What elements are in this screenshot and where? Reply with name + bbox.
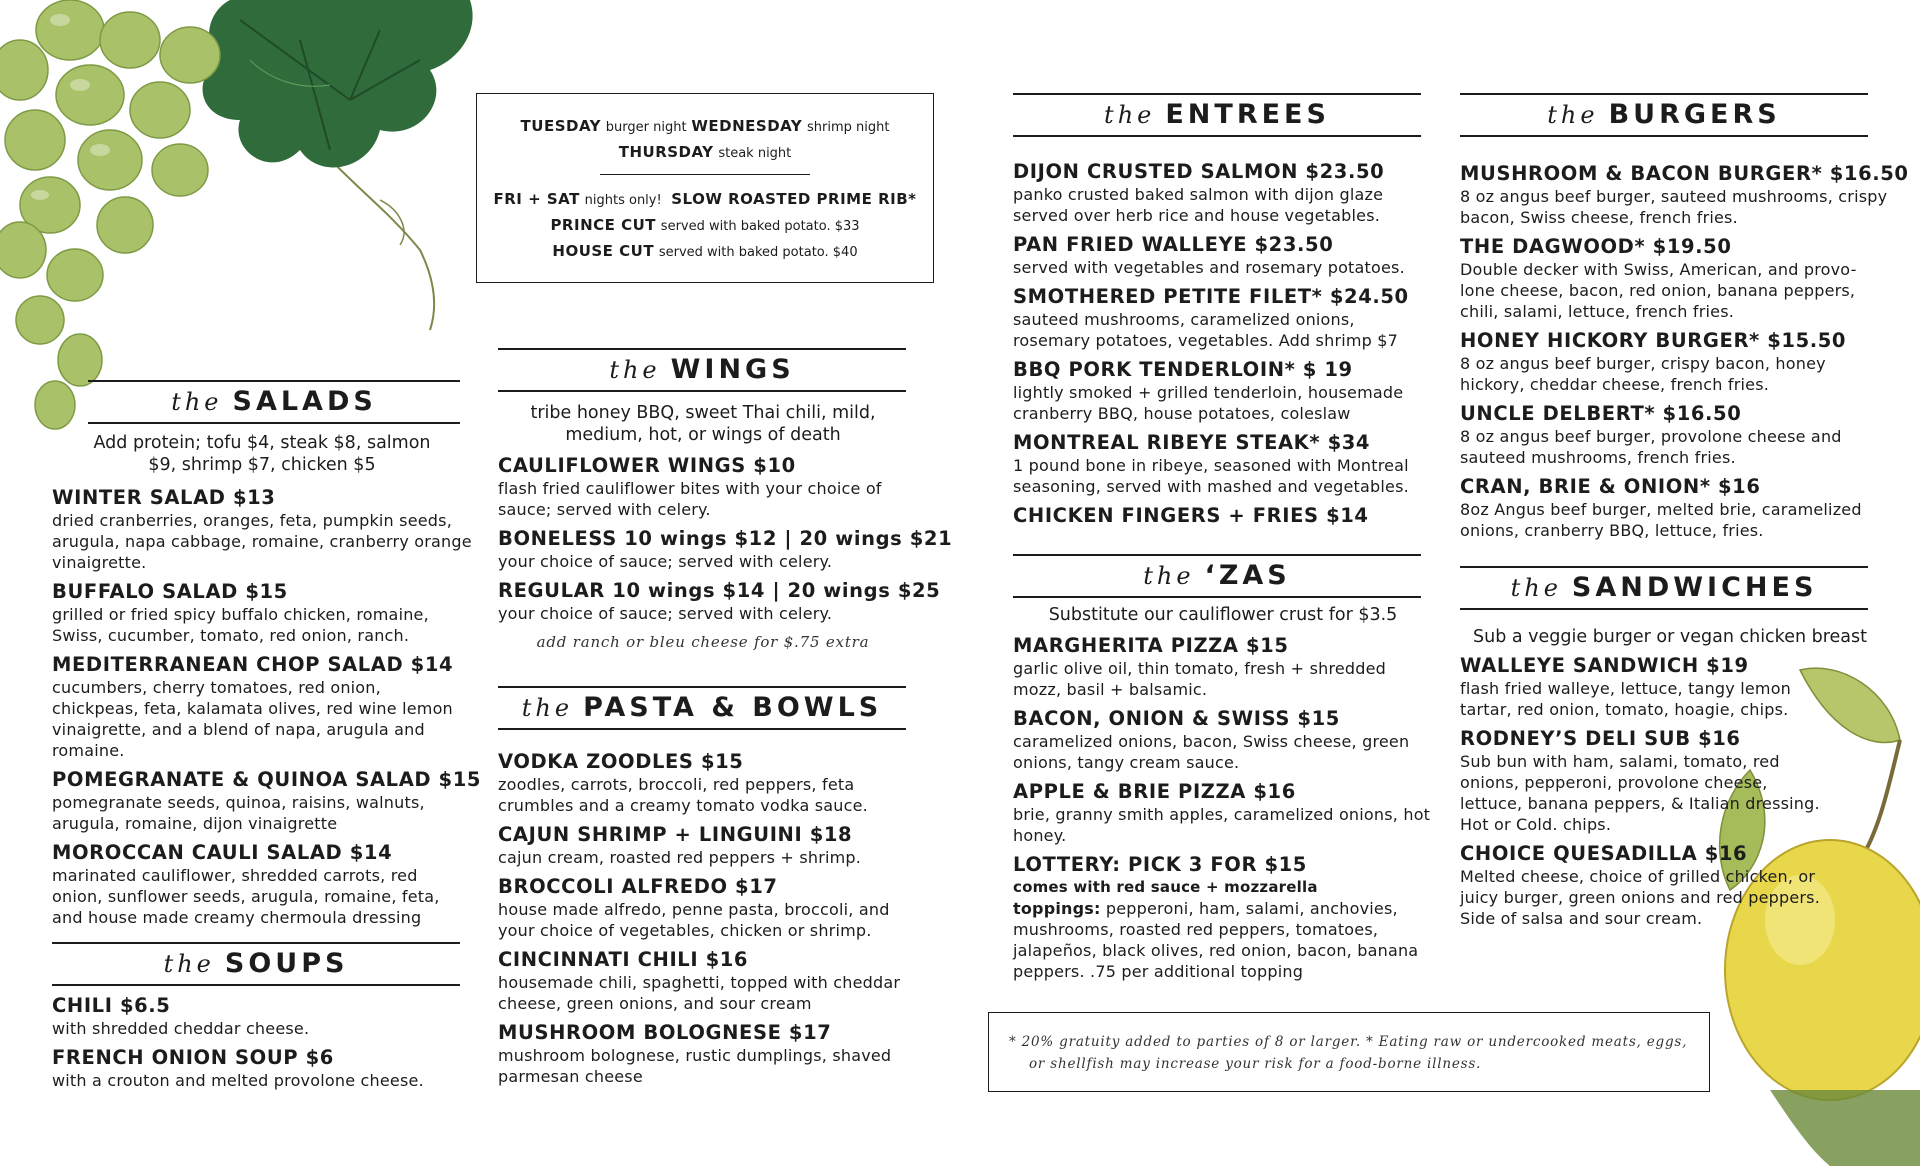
burger-item [1460, 235, 1890, 322]
burger-item-name: UNCLE DELBERT* $16.50 [1460, 402, 1742, 425]
burger-item-name: HONEY HICKORY BURGER* $15.50 [1460, 329, 1847, 352]
wings-item [498, 579, 941, 624]
wings-item [498, 454, 908, 520]
pasta-list [498, 750, 908, 1087]
burger-item [1460, 329, 1890, 395]
sandwiches-sub-note: Sub a veggie burger or vegan chicken breast [1473, 627, 1867, 647]
sandwich-item [1460, 842, 1820, 929]
wings-extra-note: add ranch or bleu cheese for $.75 extra [536, 633, 870, 651]
pizza-item [1013, 780, 1433, 846]
pizza-item-desc: caramelized onions, bacon, Swiss cheese, green onions, tangy cream sauce. [1013, 732, 1410, 772]
burger-item-name: MUSHROOM & BACON BURGER* $16.50 [1460, 162, 1909, 185]
pizza-item-name: BACON, ONION & SWISS $15 [1013, 707, 1340, 730]
soup-item [52, 1046, 472, 1091]
burgers-list [1460, 162, 1909, 541]
wings-header: the WINGS [498, 348, 906, 392]
entrees-section [1013, 160, 1433, 535]
salad-item-name: BUFFALO SALAD $15 [52, 580, 288, 603]
footer-line-1: * 20% gratuity added to parties of 8 or larger. * Eating raw or undercooked meats, eggs, [1009, 1034, 1688, 1050]
zas-list [1013, 634, 1433, 846]
pasta-item [498, 823, 908, 868]
pasta-item [498, 1021, 908, 1087]
salad-item [52, 580, 472, 646]
pizza-item [1013, 634, 1433, 700]
burger-item [1460, 402, 1890, 468]
soup-item [52, 994, 472, 1039]
wings-item-desc: your choice of sauce; served with celery. [498, 604, 833, 623]
entree-item-name: MONTREAL RIBEYE STEAK* $34 [1013, 431, 1371, 454]
entree-item [1013, 285, 1433, 351]
entree-item-desc: 1 pound bone in ribeye, seasoned with Montreal seasoning, served with mashed and vegetables. [1013, 456, 1409, 496]
entree-item [1013, 160, 1433, 226]
lottery-sub: comes with red sauce + mozzarella [1013, 878, 1318, 896]
entree-item [1013, 504, 1433, 528]
sandwich-item [1460, 727, 1820, 835]
footer-notice [988, 1012, 1710, 1092]
entrees-header: the ENTREES [1013, 93, 1421, 137]
zas-header: the ‘ZAS [1013, 554, 1421, 598]
pasta-item-desc: house made alfredo, penne pasta, broccoli, and your choice of vegetables, chicken or shrimp. [498, 900, 890, 940]
specials-divider [600, 174, 810, 175]
zas-section [1013, 604, 1433, 989]
sandwich-item-desc: Sub bun with ham, salami, tomato, red onions, pepperoni, provolone cheese, lettuce, banana peppers, & Italian dressing. Hot or Cold. chips. [1460, 752, 1820, 834]
pasta-item-name: VODKA ZOODLES $15 [498, 750, 744, 773]
soups-section [52, 994, 472, 1098]
sandwich-item-name: RODNEY’S DELI SUB $16 [1460, 727, 1741, 750]
salad-item-desc: grilled or fried spicy buffalo chicken, romaine, Swiss, cucumber, tomato, red onion, ranch. [52, 605, 429, 645]
sandwiches-header: the SANDWICHES [1460, 566, 1868, 610]
soup-item-name: CHILI $6.5 [52, 994, 171, 1017]
prince-cut: PRINCE CUT served with baked potato. $33 [550, 216, 860, 234]
salad-item [52, 841, 472, 928]
entree-item-name: BBQ PORK TENDERLOIN* $ 19 [1013, 358, 1353, 381]
zas-crust-note: Substitute our cauliflower crust for $3.5 [1048, 605, 1398, 625]
pizza-item [1013, 707, 1433, 773]
pasta-item-name: CAJUN SHRIMP + LINGUINI $18 [498, 823, 853, 846]
sandwich-item-desc: Melted cheese, choice of grilled chicken, or juicy burger, green onions and red peppers. Side of salsa and sour cream. [1460, 867, 1821, 928]
entree-item-desc: lightly smoked + grilled tenderloin, housemade cranberry BBQ, house potatoes, coleslaw [1013, 383, 1404, 423]
wings-item-name: BONELESS 10 wings $12 | 20 wings $21 [498, 527, 953, 550]
pasta-item-name: BROCCOLI ALFREDO $17 [498, 875, 778, 898]
entree-item-desc: panko crusted baked salmon with dijon glaze served over herb rice and house vegetables. [1013, 185, 1384, 225]
specials-box [476, 93, 934, 283]
burger-item-desc: 8 oz angus beef burger, crispy bacon, honey hickory, cheddar cheese, french fries. [1460, 354, 1826, 394]
entree-item-name: DIJON CRUSTED SALMON $23.50 [1013, 160, 1385, 183]
entree-item-desc: sauteed mushrooms, caramelized onions, rosemary potatoes, vegetables. Add shrimp $7 [1013, 310, 1399, 350]
burger-item-desc: 8oz Angus beef burger, melted brie, caramelized onions, cranberry BBQ, lettuce, fries. [1460, 500, 1862, 540]
lottery-item [1013, 853, 1433, 982]
salad-item [52, 653, 472, 761]
sandwiches-list [1460, 654, 1820, 929]
footer-line-2: or shellfish may increase your risk for a food-borne illness. [1029, 1056, 1482, 1072]
salads-header: the SALADS [88, 380, 460, 424]
pasta-section [498, 750, 908, 1094]
pasta-item-name: MUSHROOM BOLOGNESE $17 [498, 1021, 832, 1044]
lottery-name: LOTTERY: PICK 3 FOR $15 [1013, 853, 1307, 876]
pasta-item-desc: cajun cream, roasted red peppers + shrimp. [498, 848, 862, 867]
salad-item [52, 768, 482, 834]
entree-item-name: SMOTHERED PETITE FILET* $24.50 [1013, 285, 1409, 308]
pasta-item-desc: mushroom bolognese, rustic dumplings, shaved parmesan cheese [498, 1046, 892, 1086]
soup-item-name: FRENCH ONION SOUP $6 [52, 1046, 334, 1069]
soups-header: the SOUPS [52, 942, 460, 986]
burger-item-desc: 8 oz angus beef burger, provolone cheese and sauteed mushrooms, french fries. [1460, 427, 1842, 467]
salad-item [52, 486, 472, 573]
burger-item-desc: 8 oz angus beef burger, sauteed mushrooms, crispy bacon, Swiss cheese, french fries. [1460, 187, 1888, 227]
wings-item [498, 527, 953, 572]
salad-item-desc: marinated cauliflower, shredded carrots, red onion, sunflower seeds, arugula, romaine, feta, and house made creamy chermoula dressing [52, 866, 440, 927]
sandwich-item-name: WALLEYE SANDWICH $19 [1460, 654, 1749, 677]
sandwich-item-desc: flash fried walleye, lettuce, tangy lemon tartar, red onion, tomato, hoagie, chips. [1460, 679, 1792, 719]
soups-list [52, 994, 472, 1091]
salads-list [52, 486, 482, 928]
sandwiches-section [1460, 626, 1880, 936]
soup-item-desc: with a crouton and melted provolone cheese. [52, 1071, 424, 1090]
wings-item-desc: flash fried cauliflower bites with your choice of sauce; served with celery. [498, 479, 882, 519]
wings-item-desc: your choice of sauce; served with celery. [498, 552, 833, 571]
burger-item-name: CRAN, BRIE & ONION* $16 [1460, 475, 1761, 498]
burger-item-desc: Double decker with Swiss, American, and provo-lone cheese, bacon, red onion, banana peppers, chili, salami, lettuce, french fries. [1460, 260, 1857, 321]
entree-item [1013, 358, 1433, 424]
sandwich-item [1460, 654, 1820, 720]
entree-item-desc: served with vegetables and rosemary potatoes. [1013, 258, 1405, 277]
salad-item-desc: cucumbers, cherry tomatoes, red onion, chickpeas, feta, kalamata olives, red wine lemon vinaigrette, and a blend of napa, arugula and romaine. [52, 678, 453, 760]
salad-item-name: POMEGRANATE & QUINOA SALAD $15 [52, 768, 482, 791]
salad-item-name: WINTER SALAD $13 [52, 486, 276, 509]
weekday-specials: TUESDAY burger night WEDNESDAY shrimp night [520, 117, 890, 135]
pasta-item [498, 948, 908, 1014]
pizza-item-name: APPLE & BRIE PIZZA $16 [1013, 780, 1296, 803]
pasta-item [498, 875, 908, 941]
pasta-header: the PASTA & BOWLS [498, 686, 906, 730]
house-cut: HOUSE CUT served with baked potato. $40 [552, 242, 858, 260]
pizza-item-name: MARGHERITA PIZZA $15 [1013, 634, 1289, 657]
entree-item [1013, 431, 1433, 497]
burger-item-name: THE DAGWOOD* $19.50 [1460, 235, 1732, 258]
entree-item-name: PAN FRIED WALLEYE $23.50 [1013, 233, 1334, 256]
pizza-item-desc: garlic olive oil, thin tomato, fresh + shredded mozz, basil + balsamic. [1013, 659, 1387, 699]
salad-item-desc: pomegranate seeds, quinoa, raisins, walnuts, arugula, romaine, dijon vinaigrette [52, 793, 425, 833]
wings-item-name: CAULIFLOWER WINGS $10 [498, 454, 796, 477]
wings-item-name: REGULAR 10 wings $14 | 20 wings $25 [498, 579, 941, 602]
pizza-item-desc: brie, granny smith apples, caramelized onions, hot honey. [1013, 805, 1431, 845]
sandwich-item-name: CHOICE QUESADILLA $16 [1460, 842, 1748, 865]
pasta-item-desc: zoodles, carrots, broccoli, red peppers, feta crumbles and a creamy tomato vodka sauce. [498, 775, 868, 815]
entree-item [1013, 233, 1433, 278]
wings-sauce-note: tribe honey BBQ, sweet Thai chili, mild, medium, hot, or wings of death [530, 403, 876, 445]
salads-protein-note: Add protein; tofu $4, steak $8, salmon $9, shrimp $7, chicken $5 [93, 433, 431, 475]
pasta-item-name: CINCINNATI CHILI $16 [498, 948, 749, 971]
entrees-list [1013, 160, 1433, 528]
burgers-section [1460, 162, 1909, 548]
burger-item [1460, 162, 1909, 228]
thursday-special: THURSDAY steak night [618, 143, 792, 161]
entree-item-name: CHICKEN FINGERS + FRIES $14 [1013, 504, 1369, 527]
salad-item-desc: dried cranberries, oranges, feta, pumpkin seeds, arugula, napa cabbage, romaine, cranberry orange vinaigrette. [52, 511, 472, 572]
wings-list [498, 454, 953, 624]
salad-item-name: MEDITERRANEAN CHOP SALAD $14 [52, 653, 454, 676]
burger-item [1460, 475, 1890, 541]
pasta-item [498, 750, 908, 816]
soup-item-desc: with shredded cheddar cheese. [52, 1019, 310, 1038]
prime-rib-special: FRI + SAT nights only! SLOW ROASTED PRIME RIB* [493, 190, 917, 208]
salad-item-name: MOROCCAN CAULI SALAD $14 [52, 841, 393, 864]
pasta-item-desc: housemade chili, spaghetti, topped with cheddar cheese, green onions, and sour cream [498, 973, 901, 1013]
lottery-toppings: toppings: pepperoni, ham, salami, anchovies, mushrooms, roasted red peppers, tomatoes, jalapeños, black olives, red onion, bacon, banana peppers. .75 per additional topping [1013, 899, 1419, 981]
salads-section [52, 432, 482, 935]
wings-section [498, 402, 953, 653]
burgers-header: the BURGERS [1460, 93, 1868, 137]
